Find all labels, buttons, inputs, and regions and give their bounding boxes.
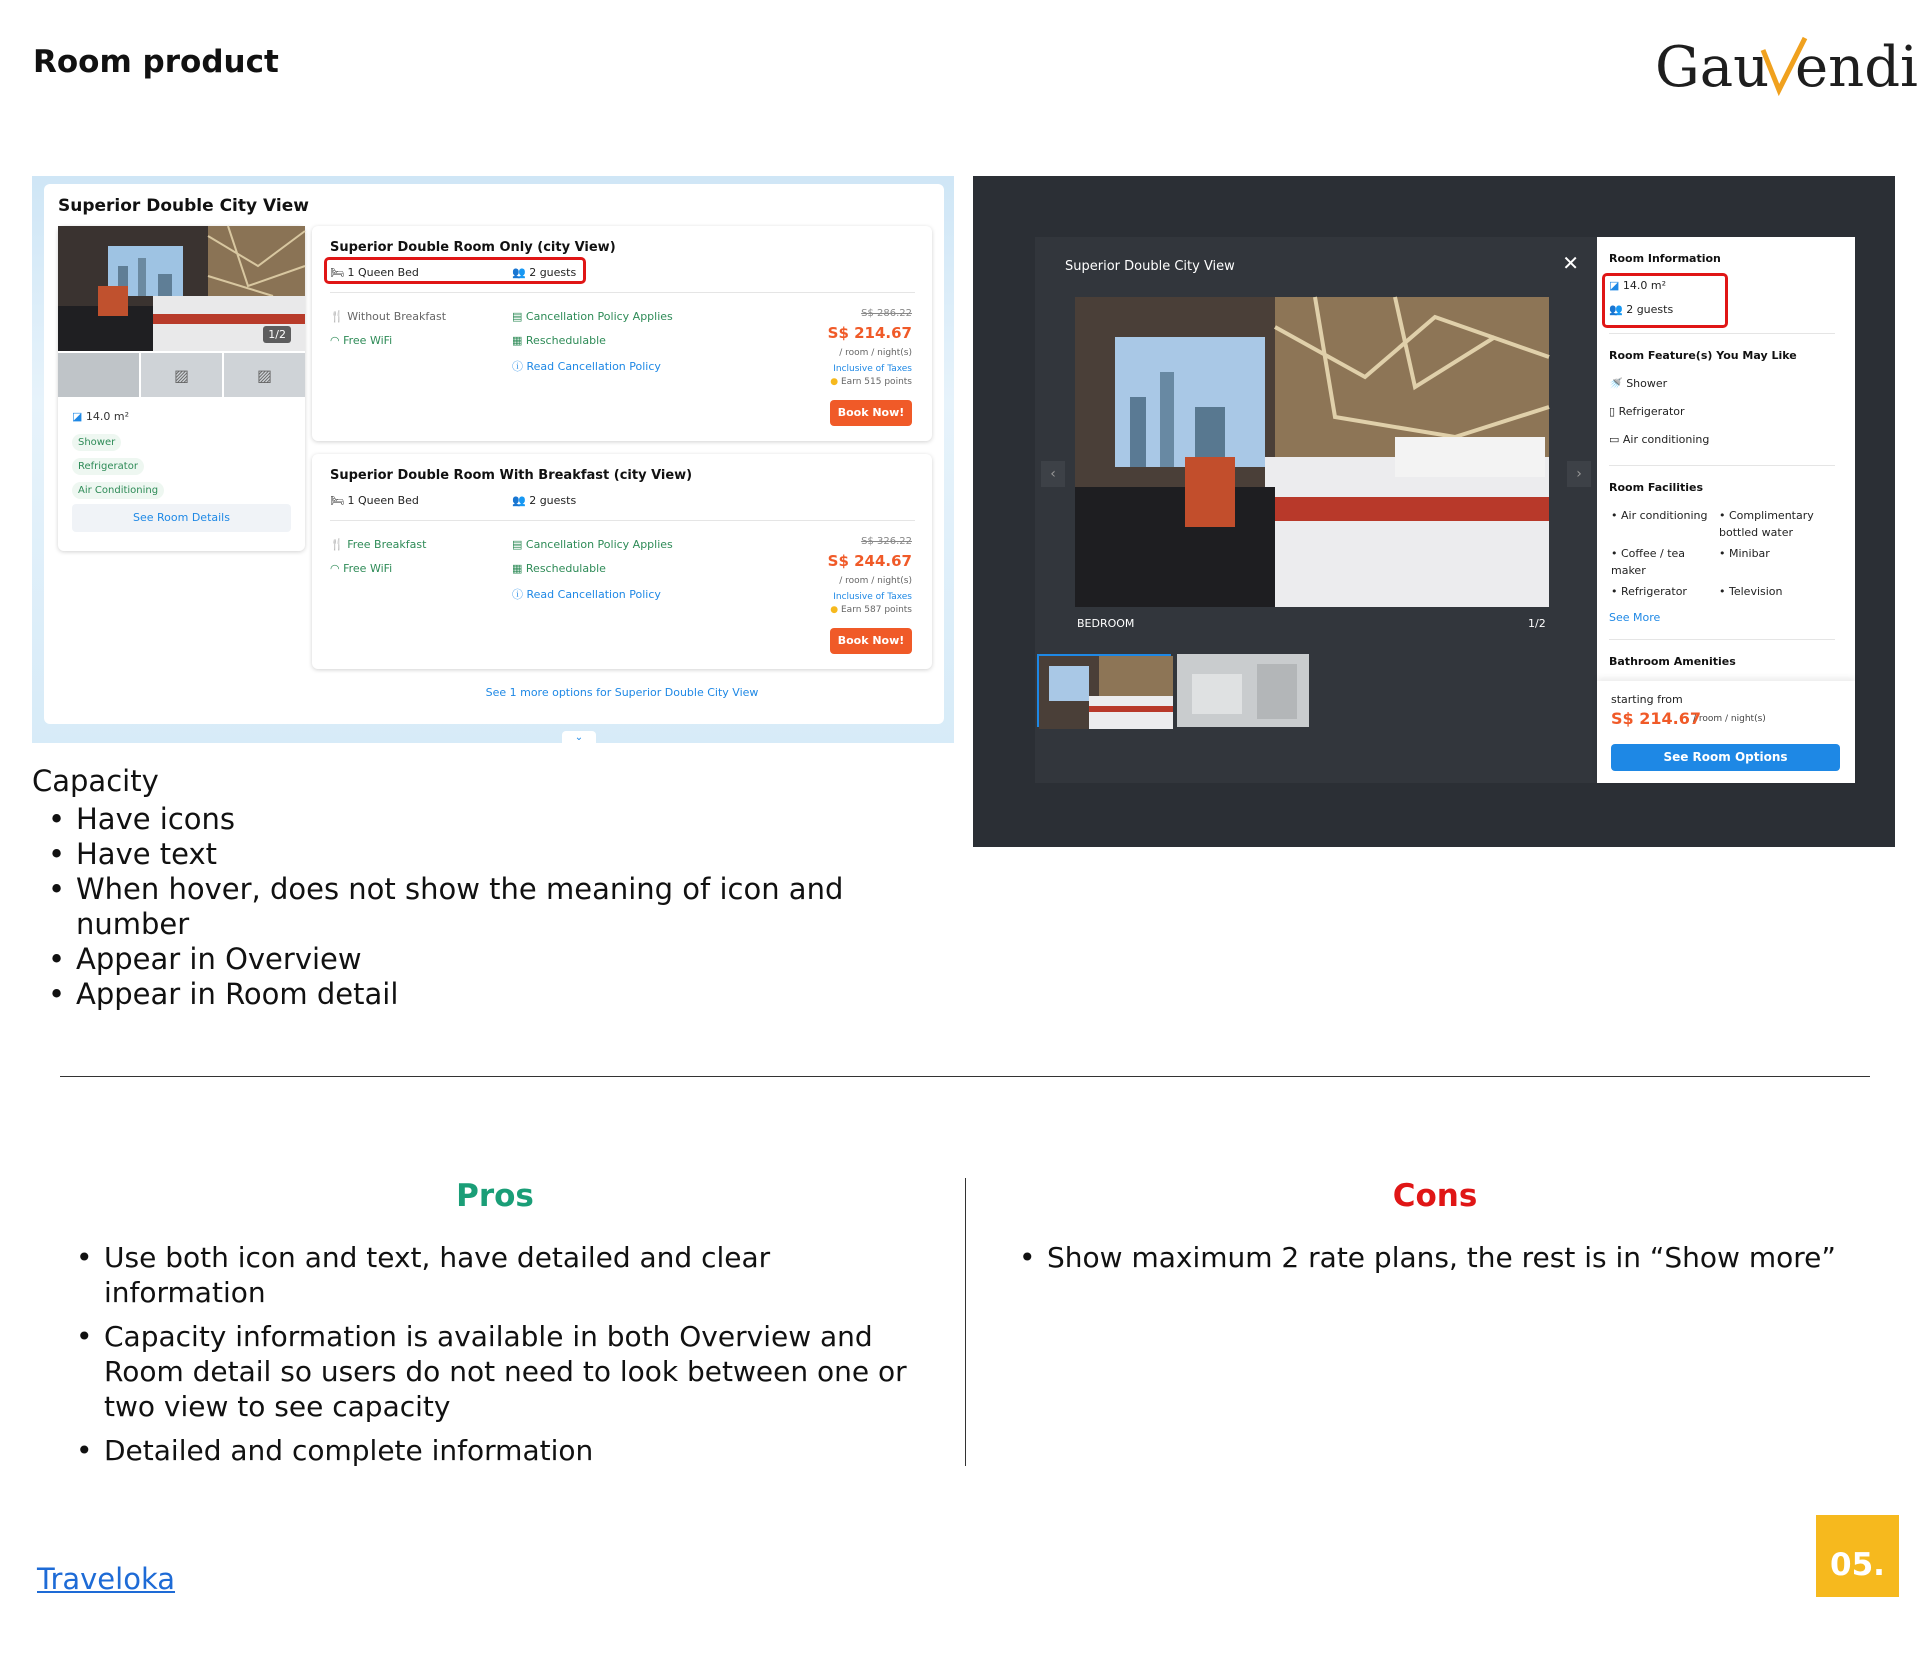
facility-label: Minibar (1729, 547, 1770, 560)
facility-item: • Air conditioning (1611, 509, 1708, 522)
guest-info (512, 266, 576, 279)
bed-label: 1 Queen Bed (347, 266, 419, 279)
page-number-badge: 05. (1816, 1515, 1899, 1597)
image-placeholder-icon[interactable]: ▨ (224, 353, 305, 397)
image-placeholder-icon[interactable]: ▨ (141, 353, 222, 397)
thumbnail-photo[interactable] (58, 353, 139, 397)
taxes-note: Inclusive of Taxes (833, 364, 912, 374)
air-conditioning-icon: ▭ (1609, 433, 1620, 446)
policy-label: Cancellation Policy Applies (525, 310, 673, 323)
room-guests (1609, 303, 1673, 316)
price-unit: / room / night(s) (1693, 714, 1766, 724)
wifi-label: Free WiFi (343, 562, 393, 575)
wifi-info (330, 334, 392, 347)
facility-label: Air conditioning (1621, 509, 1708, 522)
feature-label: Refrigerator (1618, 405, 1685, 418)
capacity-notes (32, 764, 962, 1012)
facility-label: Refrigerator (1621, 585, 1687, 598)
facility-label: Television (1729, 585, 1783, 598)
guests-icon: 👥 (512, 494, 526, 507)
book-now-button[interactable]: Book Now! (830, 628, 912, 654)
list-item: • Detailed and complete information (60, 1433, 930, 1468)
chevron-right-icon[interactable]: › (1567, 461, 1591, 487)
starting-price: S$ 214.67 (1611, 709, 1701, 728)
bed-info (330, 266, 530, 279)
bathroom-heading: Bathroom Amenities (1609, 655, 1736, 668)
read-policy-link[interactable] (512, 586, 661, 602)
svg-text:endi: endi (1795, 35, 1918, 100)
facility-item: • Complimentary bottled water (1719, 509, 1814, 539)
points-label: Earn 515 points (841, 377, 912, 387)
feature-chip: Air Conditioning (72, 482, 164, 499)
gallery-modal (1035, 237, 1597, 783)
price-unit: / room / night(s) (839, 576, 912, 586)
bed-info (330, 494, 530, 507)
feature-label: Shower (1626, 377, 1668, 390)
meal-label: Free Breakfast (347, 538, 427, 551)
room-detail-screenshot (973, 176, 1895, 847)
notes-heading: Capacity (32, 764, 159, 798)
feature-label: Air conditioning (1622, 433, 1710, 446)
room-size (72, 410, 129, 423)
policy-info (512, 538, 673, 551)
room-summary (58, 226, 305, 551)
photo-thumbnails (58, 353, 305, 397)
bed-label: 1 Queen Bed (347, 494, 419, 507)
see-more-link[interactable]: See More (1609, 611, 1661, 624)
room-photo[interactable] (58, 226, 305, 351)
rate-plan-card (312, 454, 932, 669)
guests-icon: 👥 (512, 266, 526, 279)
size-icon: ◪ (1609, 279, 1620, 292)
reschedule-info (512, 334, 606, 347)
guests-label: 2 guests (529, 266, 577, 279)
policy-info (512, 310, 673, 323)
reschedule-info (512, 562, 606, 575)
calendar-icon: ▦ (512, 334, 523, 347)
fork-knife-icon: 🍴 (330, 310, 344, 323)
guests-label: 2 guests (1626, 303, 1674, 316)
pros-list (60, 1240, 930, 1477)
fork-knife-icon: 🍴 (330, 538, 344, 551)
policy-label: Cancellation Policy Applies (525, 538, 673, 551)
rate-plan-card (312, 226, 932, 441)
taxes-note: Inclusive of Taxes (833, 592, 912, 602)
facility-label: Coffee / tea maker (1611, 547, 1686, 577)
bedroom-photo (1075, 297, 1549, 607)
feature-item (1609, 377, 1667, 390)
list-item: • When hover, does not show the meaning of icon and number (32, 872, 962, 942)
gallery-thumbnail-selected[interactable] (1037, 654, 1171, 727)
reschedule-label: Reschedulable (525, 562, 606, 575)
pros-heading: Pros (456, 1178, 534, 1214)
feature-item (1609, 433, 1709, 446)
list-item: • Show maximum 2 rate plans, the rest is in “Show more” (1003, 1240, 1883, 1275)
starting-from-label: starting from (1611, 693, 1683, 706)
bed-icon: 🛏 (330, 494, 344, 507)
facility-item: • Television (1719, 585, 1783, 598)
price-footer (1597, 681, 1855, 783)
bed-icon: 🛏 (330, 266, 344, 279)
gallery-thumbnail[interactable] (1177, 654, 1309, 727)
points-info (830, 377, 912, 387)
guest-info (512, 494, 576, 507)
gauvendi-logo (1655, 28, 1918, 100)
facility-item: • Refrigerator (1611, 585, 1687, 598)
see-room-options-button[interactable]: See Room Options (1611, 744, 1840, 771)
price: S$ 214.67 (827, 324, 912, 342)
info-icon: ⓘ (512, 360, 523, 373)
modal-title: Superior Double City View (1065, 259, 1235, 274)
feature-chip: Refrigerator (72, 458, 144, 475)
column-divider (965, 1178, 966, 1466)
list-item: • Have icons (32, 802, 962, 837)
facility-item: • Minibar (1719, 547, 1770, 560)
room-info-heading: Room Information (1609, 252, 1721, 265)
room-title: Superior Double City View (58, 196, 309, 216)
room-card (44, 184, 944, 724)
image-caption: BEDROOM (1077, 617, 1135, 630)
guests-icon: 👥 (1609, 303, 1623, 316)
chevron-left-icon[interactable]: ‹ (1041, 461, 1065, 487)
coin-icon: ● (830, 605, 839, 615)
wifi-label: Free WiFi (343, 334, 393, 347)
cons-list (1003, 1240, 1883, 1284)
price-unit: / room / night(s) (839, 348, 912, 358)
image-counter: 1/2 (1528, 617, 1546, 630)
list-item: • Appear in Room detail (32, 977, 962, 1012)
policy-icon: ▤ (512, 538, 523, 551)
rate-plan-name: Superior Double Room With Breakfast (city View) (330, 468, 693, 483)
read-policy-label[interactable]: Read Cancellation Policy (526, 360, 661, 373)
price: S$ 244.67 (827, 552, 912, 570)
features-heading: Room Feature(s) You May Like (1609, 349, 1797, 362)
facility-item: • Coffee / tea maker (1611, 547, 1686, 577)
meal-info (330, 310, 446, 323)
room-size-value: 14.0 m² (85, 410, 130, 423)
original-price: S$ 326.22 (861, 536, 912, 547)
read-policy-link[interactable] (512, 358, 661, 374)
section-divider (60, 1076, 1870, 1077)
divider (1609, 465, 1835, 466)
points-label: Earn 587 points (841, 605, 912, 615)
divider (330, 520, 915, 521)
read-policy-label[interactable]: Read Cancellation Policy (526, 588, 661, 601)
guests-label: 2 guests (529, 494, 577, 507)
notes-list (32, 802, 962, 1012)
feature-item (1609, 405, 1685, 418)
chevron-down-icon[interactable]: ⌄ (562, 731, 596, 747)
rate-plan-name: Superior Double Room Only (city View) (330, 240, 616, 255)
page-title: Room product (33, 44, 279, 80)
shower-icon: 🚿 (1609, 377, 1623, 390)
info-icon: ⓘ (512, 588, 523, 601)
reschedule-label: Reschedulable (525, 334, 606, 347)
room-information-panel (1597, 237, 1855, 783)
list-item: • Have text (32, 837, 962, 872)
svg-text:Gau: Gau (1655, 35, 1770, 100)
see-room-details-button[interactable]: See Room Details (72, 504, 291, 532)
divider (1609, 333, 1835, 334)
list-item: • Appear in Overview (32, 942, 962, 977)
wifi-icon: ◠ (330, 334, 340, 347)
list-item: • Capacity information is available in both Overview and Room detail so users do not need to look between one or two view to see capacity (60, 1319, 930, 1424)
meal-label: Without Breakfast (347, 310, 447, 323)
feature-chip: Shower (72, 434, 121, 451)
see-more-options-link[interactable]: See 1 more options for Superior Double City View (485, 686, 759, 699)
book-now-button[interactable]: Book Now! (830, 400, 912, 426)
divider (330, 292, 915, 293)
divider (1609, 639, 1835, 640)
policy-icon: ▤ (512, 310, 523, 323)
source-link[interactable]: Traveloka (37, 1562, 176, 1596)
overview-screenshot (32, 176, 954, 743)
calendar-icon: ▦ (512, 562, 523, 575)
points-info (830, 605, 912, 615)
close-icon[interactable]: ✕ (1562, 251, 1579, 275)
coin-icon: ● (830, 377, 839, 387)
refrigerator-icon: ▯ (1609, 405, 1616, 418)
list-item: • Use both icon and text, have detailed and clear information (60, 1240, 930, 1310)
cons-heading: Cons (1392, 1178, 1478, 1214)
meal-info (330, 538, 426, 551)
room-size (1609, 279, 1666, 292)
facilities-heading: Room Facilities (1609, 481, 1704, 494)
photo-counter: 1/2 (263, 326, 291, 343)
room-size-value: 14.0 m² (1622, 279, 1667, 292)
size-icon: ◪ (72, 410, 83, 423)
wifi-icon: ◠ (330, 562, 340, 575)
facility-label: Complimentary bottled water (1719, 509, 1814, 539)
wifi-info (330, 562, 392, 575)
original-price: S$ 286.22 (861, 308, 912, 319)
